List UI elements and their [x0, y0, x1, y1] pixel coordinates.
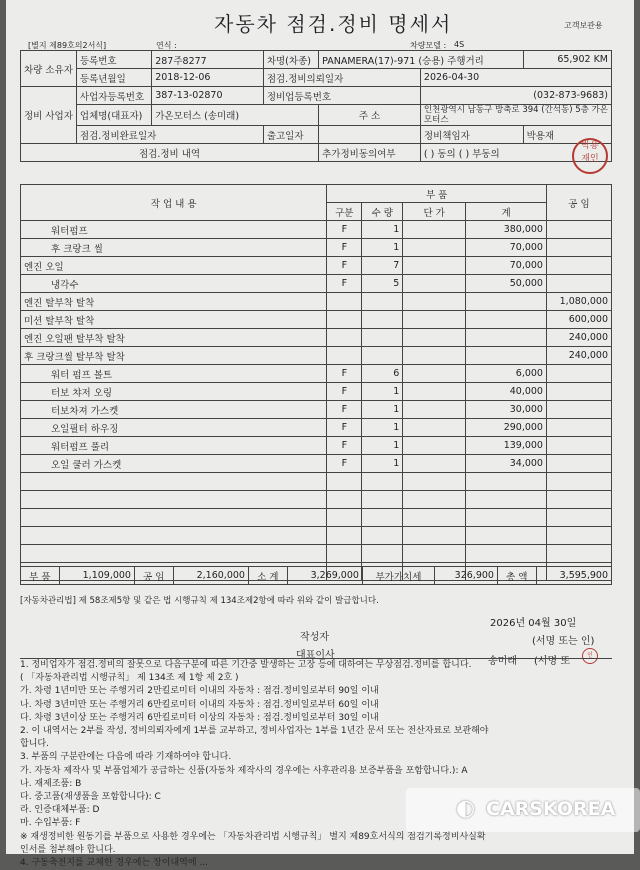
item-unit	[403, 419, 466, 437]
item-work: 미션 탈부착 탈착	[21, 311, 327, 329]
watermark-logo-icon: ◐	[456, 796, 476, 821]
table-row	[21, 347, 612, 365]
item-qty: 1	[362, 419, 403, 437]
address-value: 인천광역시 남동구 방축로 394 (간석동) 5층 가온 모터스	[420, 105, 611, 126]
car-name-value: PANAMERA(17)-971 (승용) 주행거리	[319, 51, 523, 69]
item-type: F	[327, 419, 362, 437]
item-unit	[403, 437, 466, 455]
extra-value: ( ) 동의 ( ) 부동의	[420, 144, 611, 162]
note-line: 합니다.	[20, 739, 49, 750]
document-page	[6, 0, 634, 869]
note-line: ( 「자동차관리법 시행규칙」 제 134조 제 1항 제 2호 )	[20, 673, 239, 684]
subtotal-label: 소 계	[248, 567, 287, 585]
item-type: F	[327, 221, 362, 239]
item-amount: 70,000	[466, 239, 547, 257]
item-type: F	[327, 257, 362, 275]
subtotal-value: 3,269,000	[287, 567, 362, 585]
table-row	[21, 293, 612, 311]
item-type	[327, 545, 362, 563]
biz-no-label: 사업자등록번호	[76, 87, 151, 105]
work-items-table	[20, 184, 612, 581]
shop-name-value: 가온모터스 (송미래)	[152, 105, 319, 126]
vat-value: 326,900	[434, 567, 497, 585]
item-labor	[546, 527, 611, 545]
item-work: 후 크랑크 씰	[21, 239, 327, 257]
note-line: 다. 차령 3년이상 또는 주행거리 6만킬로미터 이상의 자동차 : 점검.정비일로부터 30일 이내	[20, 712, 379, 723]
table-row	[21, 419, 612, 437]
table-row	[21, 239, 612, 257]
header-table	[20, 50, 612, 162]
biz-no-value: 387-13-02870	[152, 87, 264, 105]
request-date-value: 2026-04-30	[420, 69, 611, 87]
shop-phone: (032-873-9683)	[420, 87, 611, 105]
document-title: 자동차 점검.정비 명세서	[214, 12, 453, 36]
item-labor	[546, 491, 611, 509]
model-year-label: 연식 :	[156, 41, 177, 50]
item-qty	[362, 545, 403, 563]
reg-date-label: 등록년월일	[76, 69, 151, 87]
item-type: F	[327, 365, 362, 383]
totals-table	[20, 566, 612, 585]
item-labor	[546, 383, 611, 401]
item-type: F	[327, 275, 362, 293]
shop-section-label: 정비 사업자	[21, 87, 77, 144]
item-amount	[466, 545, 547, 563]
item-labor	[546, 365, 611, 383]
item-labor	[546, 437, 611, 455]
vat-label: 부가가치세	[362, 567, 434, 585]
note-line: 가. 자동차 제작사 및 부품업체가 공급하는 신품(자동차 제작사의 경우에는 사후관리용 보증부품을 포함합니다.): A	[20, 765, 468, 776]
item-type	[327, 311, 362, 329]
note-line: 나. 재제조품: B	[20, 778, 82, 789]
item-work: 오일필터 하우징	[21, 419, 327, 437]
item-work	[21, 473, 327, 491]
item-unit	[403, 545, 466, 563]
mileage-value: 65,902 KM	[523, 51, 611, 69]
item-amount: 70,000	[466, 257, 547, 275]
table-row	[21, 257, 612, 275]
item-qty	[362, 293, 403, 311]
content-label: 점검.정비 내역	[21, 144, 319, 162]
writer-label: 작성자	[300, 632, 329, 643]
item-type	[327, 347, 362, 365]
col-qty: 수 량	[362, 203, 403, 221]
item-unit	[403, 509, 466, 527]
item-type: F	[327, 383, 362, 401]
rep-sign: (서명 또	[534, 656, 571, 667]
item-amount	[466, 293, 547, 311]
shop-reg-label: 정비업등록번호	[263, 87, 420, 105]
note-line: 가. 차령 1년미만 또는 주행거리 2만킬로미터 이내의 자동차 : 점검.정비일로부터 90일 이내	[20, 686, 379, 697]
law-statement: [자동차관리법] 제 58조제5항 및 같은 법 시행규칙 제 134조제2항에 따라 위와 같이 발급합니다.	[20, 596, 379, 606]
item-qty: 1	[362, 401, 403, 419]
note-line: 라. 인증대체부품: D	[20, 805, 100, 816]
item-type: F	[327, 401, 362, 419]
reg-no-value: 287주8277	[152, 51, 264, 69]
item-qty	[362, 509, 403, 527]
item-amount	[466, 329, 547, 347]
item-unit	[403, 365, 466, 383]
item-amount: 30,000	[466, 401, 547, 419]
item-work	[21, 509, 327, 527]
item-labor	[546, 275, 611, 293]
table-row	[21, 311, 612, 329]
table-row	[21, 437, 612, 455]
item-work: 오일 쿨러 가스켓	[21, 455, 327, 473]
form-number: [별지 제89호의2서식]	[28, 41, 107, 50]
shop-name-label: 업체명(대표자)	[76, 105, 151, 126]
item-type	[327, 527, 362, 545]
item-amount	[466, 491, 547, 509]
item-qty	[362, 527, 403, 545]
table-row	[21, 455, 612, 473]
note-line: 나. 차령 3년미만 또는 주행거리 6만킬로미터 이내의 자동차 : 점검.정비일로부터 60일 이내	[20, 699, 379, 710]
rep-seal: 인	[582, 648, 598, 664]
owner-section-label: 차량 소유자	[21, 51, 77, 87]
item-labor	[546, 473, 611, 491]
item-labor	[546, 509, 611, 527]
item-amount: 380,000	[466, 221, 547, 239]
parts-header: 부 품	[327, 185, 547, 203]
item-unit	[403, 257, 466, 275]
item-labor: 240,000	[546, 329, 611, 347]
work-header: 작 업 내 용	[21, 185, 327, 221]
item-work: 터보차져 가스켓	[21, 401, 327, 419]
item-unit	[403, 275, 466, 293]
col-unit: 단 가	[403, 203, 466, 221]
item-qty	[362, 473, 403, 491]
item-qty	[362, 347, 403, 365]
item-type	[327, 293, 362, 311]
mechanic-label: 정비책임자	[420, 126, 523, 144]
mechanic-seal: 박용 재인	[572, 138, 608, 174]
mileage-label: 주행거리	[447, 55, 484, 67]
item-labor	[546, 545, 611, 563]
table-row	[21, 401, 612, 419]
item-qty	[362, 311, 403, 329]
item-type: F	[327, 239, 362, 257]
keep-note: 고객보관용	[564, 21, 603, 30]
table-row	[21, 545, 612, 563]
item-work: 터보 챠저 오링	[21, 383, 327, 401]
total-labor-value: 2,160,000	[173, 567, 248, 585]
item-unit	[403, 473, 466, 491]
item-work	[21, 491, 327, 509]
item-labor	[546, 401, 611, 419]
request-date-label: 점검.정비의뢰일자	[263, 69, 420, 87]
item-labor: 240,000	[546, 347, 611, 365]
note-line: 마. 수입부품: F	[20, 818, 81, 829]
table-row	[21, 509, 612, 527]
item-work: 후 크랑크씰 탈부착 탈착	[21, 347, 327, 365]
item-amount	[466, 473, 547, 491]
total-parts-value: 1,109,000	[59, 567, 134, 585]
item-qty	[362, 329, 403, 347]
watermark	[406, 788, 640, 832]
done-date-label: 점검.정비완료일자	[76, 126, 263, 144]
col-total: 계	[466, 203, 547, 221]
watermark-text: CARSKOREA	[486, 798, 616, 820]
item-amount	[466, 527, 547, 545]
item-unit	[403, 527, 466, 545]
item-qty: 1	[362, 455, 403, 473]
mechanic-value: 박용재	[523, 126, 611, 144]
grand-total-label: 총 액	[497, 567, 536, 585]
item-work: 엔진 오일	[21, 257, 327, 275]
item-qty: 7	[362, 257, 403, 275]
item-unit	[403, 221, 466, 239]
item-qty	[362, 491, 403, 509]
item-work	[21, 545, 327, 563]
item-work: 엔진 탈부착 탈착	[21, 293, 327, 311]
table-row	[21, 329, 612, 347]
item-unit	[403, 329, 466, 347]
item-unit	[403, 491, 466, 509]
item-amount	[466, 311, 547, 329]
item-unit	[403, 401, 466, 419]
item-amount: 139,000	[466, 437, 547, 455]
model-value: 4S	[454, 40, 465, 49]
reg-date-value: 2018-12-06	[152, 69, 264, 87]
item-unit	[403, 311, 466, 329]
rep-label: 대표이사	[296, 650, 335, 661]
item-unit	[403, 293, 466, 311]
table-row	[21, 383, 612, 401]
item-work: 워터 펌프 볼트	[21, 365, 327, 383]
item-amount: 6,000	[466, 365, 547, 383]
out-date-label: 출고일자	[263, 126, 318, 144]
item-work: 엔진 오일팬 탈부착 탈착	[21, 329, 327, 347]
item-type	[327, 491, 362, 509]
item-labor	[546, 221, 611, 239]
note-line: 2. 이 내역서는 2부를 작성, 정비의뢰자에게 1부를 교부하고, 정비사업자는 1부를 1년간 문서 또는 전산자료로 보관해야	[20, 726, 489, 737]
item-labor	[546, 455, 611, 473]
item-work: 워터펌프 풀리	[21, 437, 327, 455]
item-type	[327, 329, 362, 347]
total-labor-label: 공 임	[134, 567, 173, 585]
note-line: 3. 부품의 구분란에는 다음에 따라 기재하여야 합니다.	[20, 752, 232, 763]
item-unit	[403, 455, 466, 473]
labor-header: 공 임	[546, 185, 611, 221]
item-qty: 1	[362, 437, 403, 455]
issue-date: 2026년 04월 30일	[490, 618, 577, 629]
item-amount	[466, 347, 547, 365]
item-work	[21, 527, 327, 545]
item-labor: 1,080,000	[546, 293, 611, 311]
item-qty: 1	[362, 383, 403, 401]
address-label: 주 소	[319, 105, 421, 126]
table-row	[21, 221, 612, 239]
table-row	[21, 365, 612, 383]
note-line: 4. 구동축전지를 교체한 경우에는 장이내역에 ...	[20, 858, 208, 869]
table-row	[21, 473, 612, 491]
item-qty: 1	[362, 221, 403, 239]
note-line: 다. 중고품(재생품을 포함합니다): C	[20, 792, 161, 803]
item-amount: 50,000	[466, 275, 547, 293]
grand-total-value: 3,595,900	[536, 567, 611, 585]
item-amount: 40,000	[466, 383, 547, 401]
item-amount: 290,000	[466, 419, 547, 437]
car-name-label: 차명(차종)	[263, 51, 318, 69]
item-qty: 1	[362, 239, 403, 257]
item-labor	[546, 239, 611, 257]
extra-label: 추가정비동의여부	[319, 144, 421, 162]
table-row	[21, 491, 612, 509]
item-unit	[403, 239, 466, 257]
col-type: 구분	[327, 203, 362, 221]
item-amount: 34,000	[466, 455, 547, 473]
model-label: 차량모델 :	[410, 41, 447, 50]
item-type	[327, 473, 362, 491]
item-type	[327, 509, 362, 527]
note-line: ※ 재생정비한 원동기를 부품으로 사용한 경우에는 「자동차관리법 시행규칙」 별지 제89호서식의 점검기록정비사실확	[20, 831, 486, 842]
item-type: F	[327, 437, 362, 455]
item-work: 냉각수	[21, 275, 327, 293]
item-unit	[403, 383, 466, 401]
item-amount	[466, 509, 547, 527]
rep-name: 송미래	[488, 656, 517, 667]
out-date-value	[319, 126, 421, 144]
item-labor	[546, 257, 611, 275]
total-parts-label: 부 품	[21, 567, 60, 585]
table-row	[21, 527, 612, 545]
item-work: 워터펌프	[21, 221, 327, 239]
item-labor: 600,000	[546, 311, 611, 329]
table-row	[21, 275, 612, 293]
item-qty: 5	[362, 275, 403, 293]
writer-sign: (서명 또는 인)	[532, 636, 595, 647]
reg-no-label: 등록번호	[76, 51, 151, 69]
note-line: 1. 정비업자가 점검.정비의 잘못으로 다음구분에 따른 기간중 발생하는 고장 등에 대하여는 무상점검.정비를 합니다.	[20, 660, 472, 670]
item-type: F	[327, 455, 362, 473]
item-unit	[403, 347, 466, 365]
item-qty: 6	[362, 365, 403, 383]
item-labor	[546, 419, 611, 437]
note-line: 인서를 첨부해야 합니다.	[20, 844, 116, 855]
